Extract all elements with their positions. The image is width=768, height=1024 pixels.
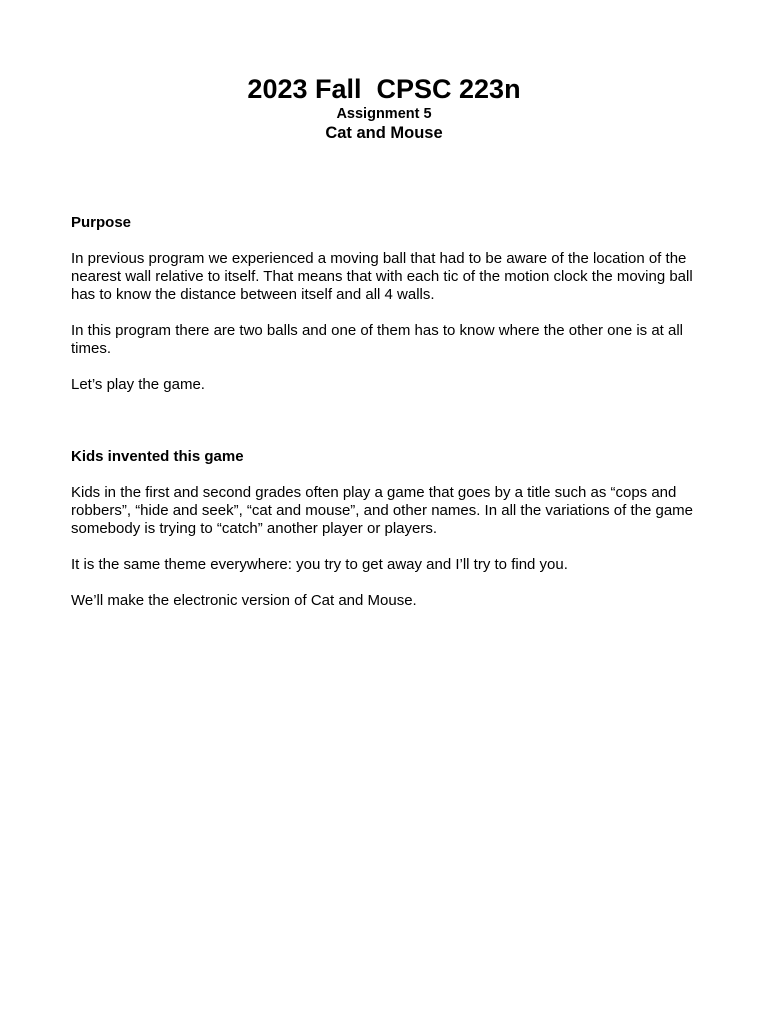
title-block [0,73,768,143]
section-heading-purpose: Purpose [71,214,132,231]
assignment-name: Cat and Mouse [325,124,443,142]
paragraph: Kids in the first and second grades often play a game that goes by a title such as “cops and robbers”, “hide and seek”, “cat and mouse”, and other names. In all the variations of the game somebody is trying to “catch” another player or players. [71,484,694,537]
document-body [71,214,701,610]
paragraph: It is the same theme everywhere: you try to get away and I’ll try to find you. [71,556,568,573]
paragraph: In previous program we experienced a moving ball that had to be aware of the location of the nearest wall relative to itself. That means that with each tic of the motion clock the moving ball has to know the distance between itself and all 4 walls. [71,250,693,303]
section-heading-kids-invented: Kids invented this game [71,448,244,465]
document-title: 2023 Fall CPSC 223n [247,74,521,104]
assignment-number: Assignment 5 [336,106,432,122]
paragraph: We’ll make the electronic version of Cat and Mouse. [71,592,417,609]
paragraph: In this program there are two balls and one of them has to know where the other one is at all times. [71,322,684,357]
paragraph: Let’s play the game. [71,376,205,393]
